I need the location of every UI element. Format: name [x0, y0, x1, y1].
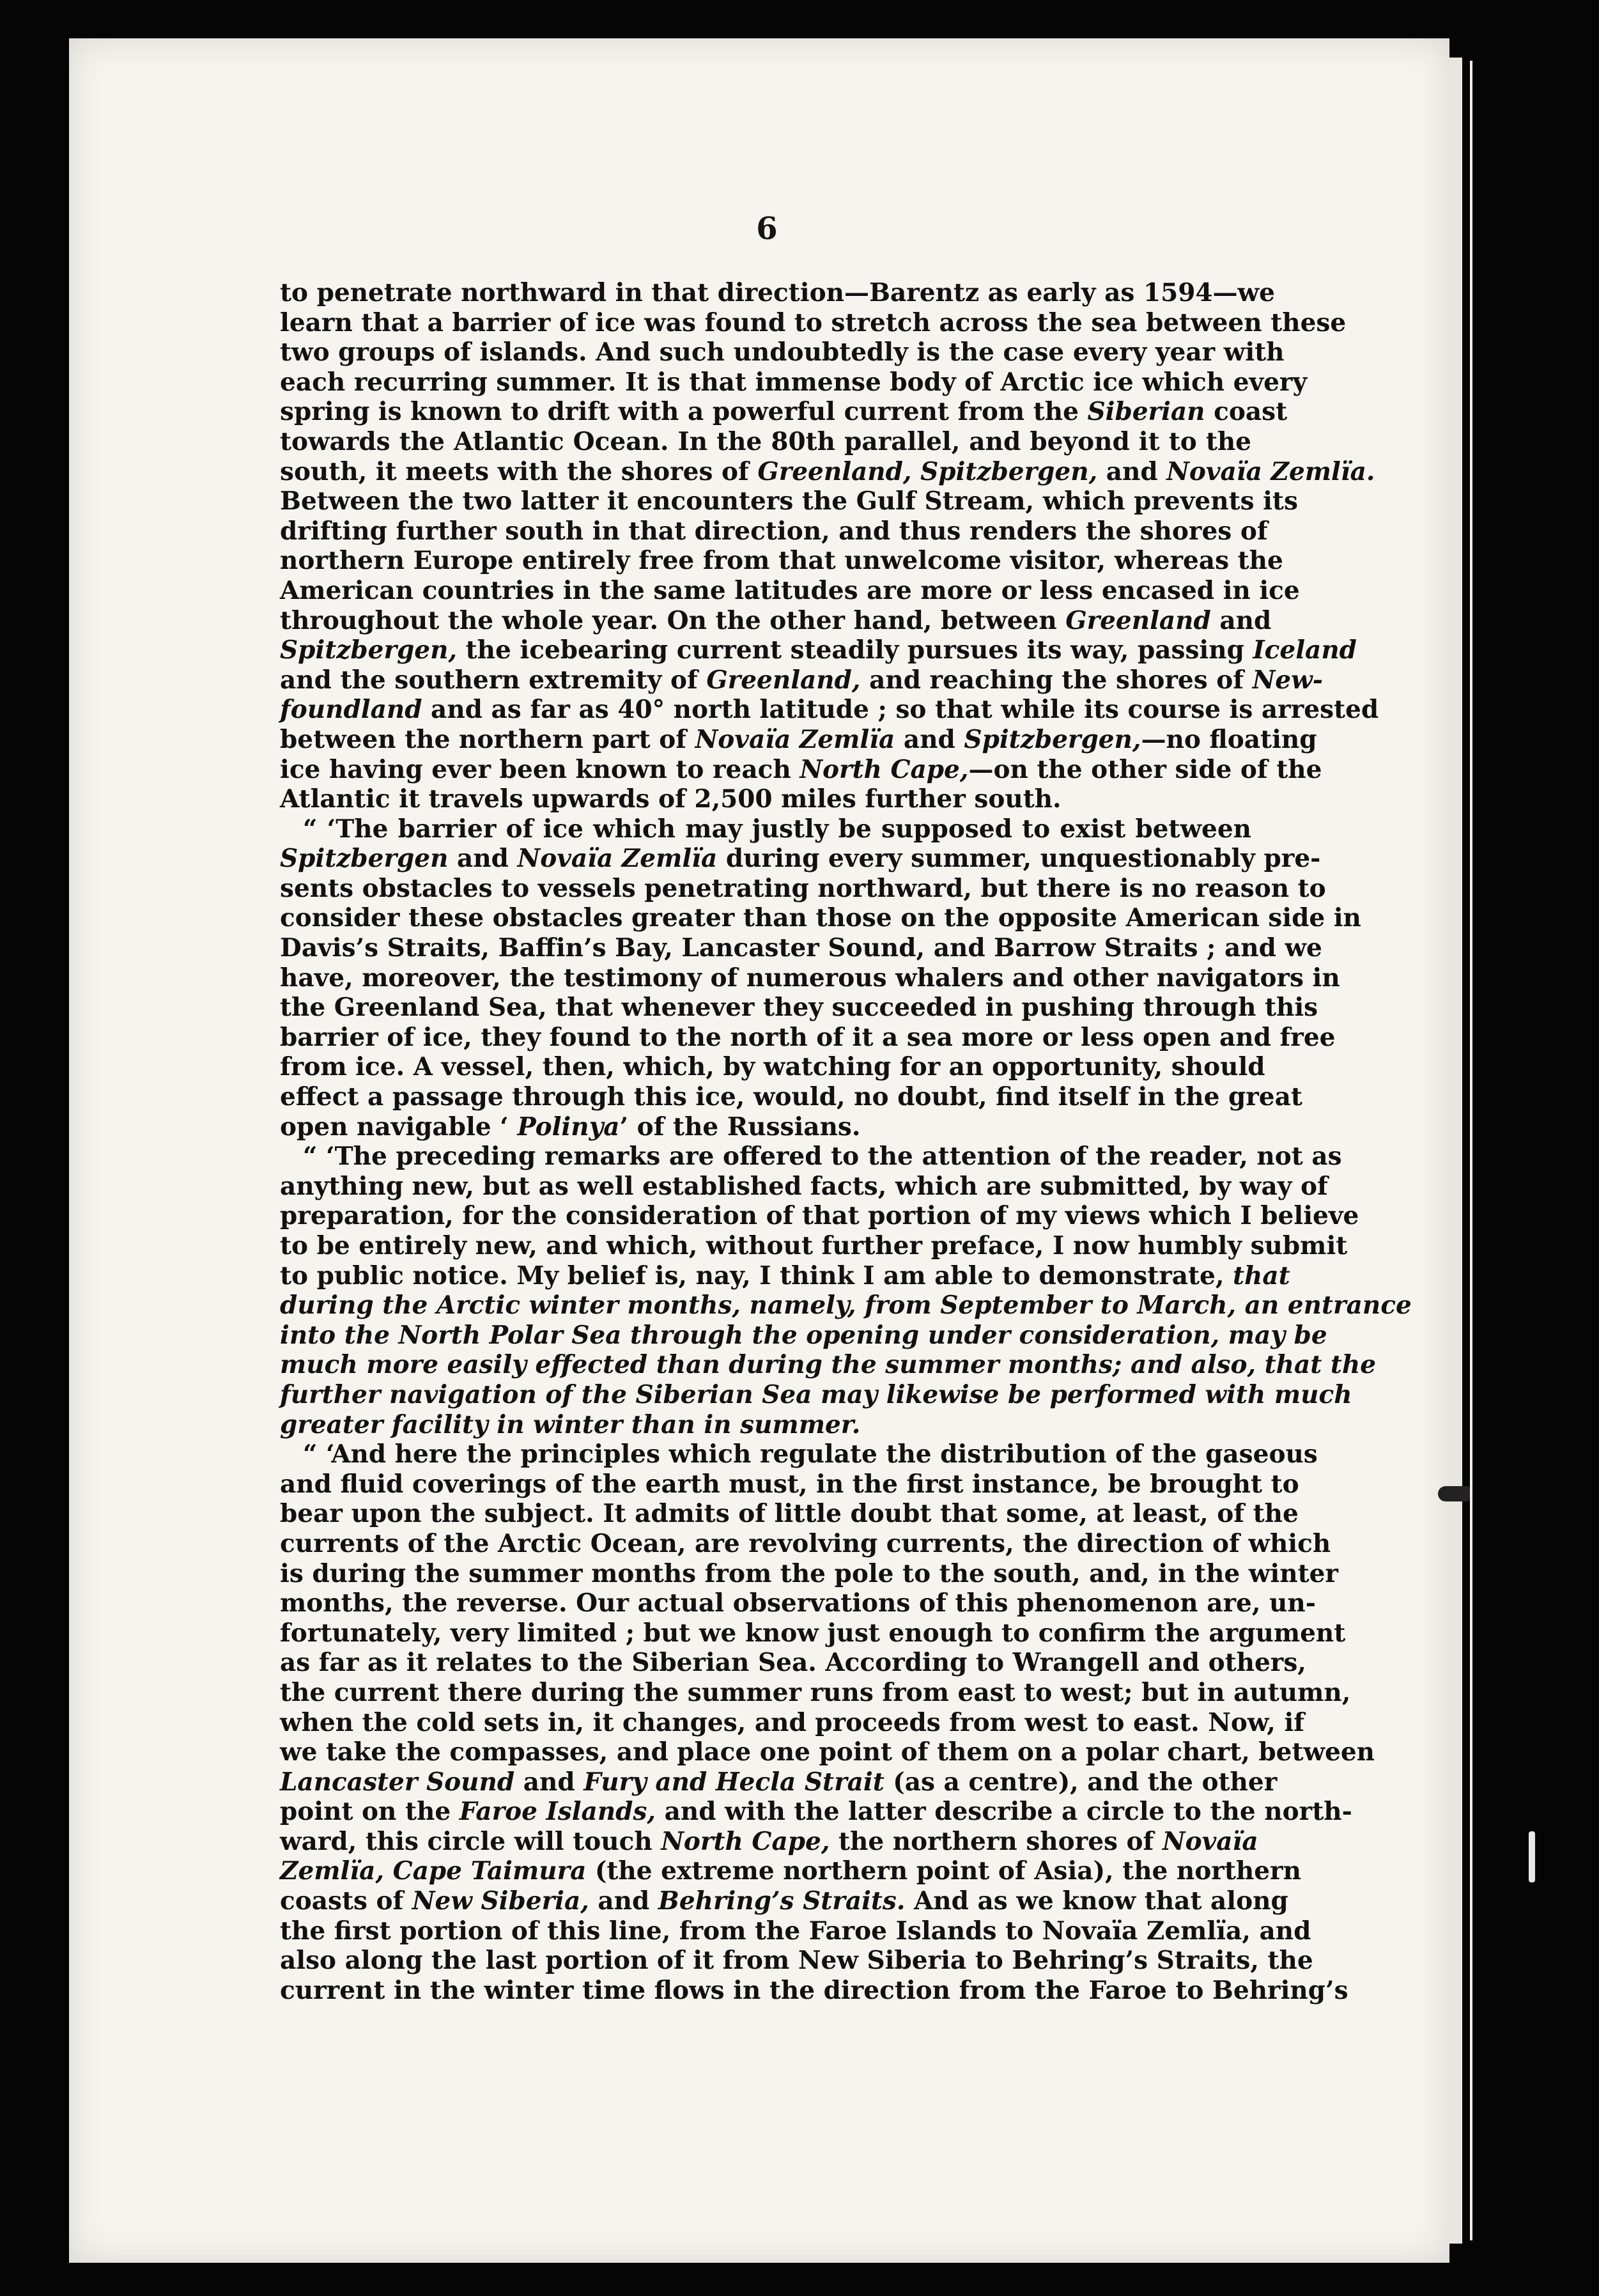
body-text — [280, 278, 1412, 2005]
italic-text: foundland — [280, 695, 422, 725]
text-segment: current in the winter time flows in the direction from the Faroe to Behring’s — [280, 1975, 1348, 2005]
text-line — [280, 1469, 1299, 1500]
text-segment: each recurring summer. It is that immense body of Arctic ice which every — [280, 367, 1308, 397]
text-segment: we take the compasses, and place one point of them on a polar chart, between — [280, 1737, 1375, 1767]
text-segment: Between the two latter it encounters the Gulf Stream, which prevents its — [280, 486, 1298, 516]
text-segment: ’ of the Russians. — [619, 1112, 861, 1142]
text-line — [280, 1916, 1311, 1946]
text-line — [280, 1677, 1351, 1708]
text-segment: the current there during the summer runs from east to west; but in autumn, — [280, 1677, 1351, 1707]
text-line — [280, 784, 1251, 814]
text-segment: coasts of — [280, 1886, 412, 1916]
text-line — [280, 1231, 1348, 1261]
text-line — [280, 307, 1347, 338]
text-line — [280, 1022, 1336, 1053]
text-line — [280, 1558, 1338, 1589]
italic-text: Fury and Hecla Strait — [583, 1767, 884, 1797]
text-line — [280, 337, 1285, 368]
italic-text: Iceland — [1253, 635, 1357, 665]
italic-text: Spitzbergen — [280, 844, 449, 874]
text-line — [280, 397, 1288, 427]
text-segment: to be entirely new, and which, without further preface, I now humbly submit — [280, 1231, 1348, 1260]
text-segment: and reaching the shores of — [860, 665, 1253, 695]
scan-speck — [1529, 1831, 1535, 1882]
italic-text: much more easily effected than during the summer months; and also, that the — [280, 1350, 1377, 1380]
text-line — [280, 1112, 1251, 1142]
text-segment: And as we know that along — [905, 1886, 1288, 1916]
italic-text: Polinya — [517, 1112, 620, 1142]
text-segment: Davis’s Straits, Baffin’s Bay, Lancaster Sound, and Barrow Straits ; and we — [280, 933, 1322, 963]
text-line — [280, 1946, 1313, 1976]
text-segment: consider these obstacles greater than those on the opposite American side in — [280, 903, 1361, 933]
text-segment: “ ‘The barrier of ice which may justly be supposed to exist between — [303, 814, 1251, 844]
text-line — [280, 1588, 1316, 1618]
margin-mark — [1438, 1486, 1470, 1501]
text-line — [280, 367, 1308, 398]
text-line — [280, 1350, 1377, 1380]
text-segment: is during the summer months from the pole to the south, and, in the winter — [280, 1558, 1338, 1588]
text-segment: ward, this circle will touch — [280, 1826, 661, 1856]
italic-text: Novaïa — [1162, 1826, 1258, 1856]
text-segment: point on the — [280, 1797, 460, 1827]
text-segment: sents obstacles to vessels penetrating northward, but there is no reason to — [280, 873, 1326, 903]
text-line — [280, 873, 1326, 904]
text-segment: throughout the whole year. On the other hand, between — [280, 605, 1066, 635]
text-segment: northern Europe entirely free from that unwelcome visitor, whereas the — [280, 546, 1283, 576]
italic-text: Novaïa Zemlïa — [517, 844, 718, 874]
italic-text: Faroe Islands, — [459, 1797, 656, 1827]
text-segment: and with the latter describe a circle to the north- — [656, 1797, 1352, 1827]
text-line — [280, 1707, 1305, 1738]
text-line — [280, 1856, 1301, 1886]
text-line — [280, 1648, 1306, 1678]
text-segment: anything new, but as well established facts, which are submitted, by way of — [280, 1171, 1328, 1201]
text-line — [280, 754, 1322, 785]
italic-text: Behring’s Straits. — [658, 1886, 906, 1916]
text-segment: and — [895, 724, 964, 754]
text-segment: towards the Atlantic Ocean. In the 80th parallel, and beyond it to the — [280, 426, 1251, 456]
text-line — [280, 695, 1379, 725]
italic-text: Spitzbergen, — [280, 635, 458, 665]
text-line — [280, 427, 1251, 457]
italic-text: North Cape, — [800, 754, 969, 784]
italic-text: Zemlïa, Cape Taimura — [280, 1856, 587, 1886]
text-line — [280, 814, 1251, 844]
italic-text: Lancaster Sound — [280, 1767, 515, 1797]
text-segment: “ ‘And here the principles which regulate the distribution of the gaseous — [303, 1439, 1318, 1470]
text-segment: and the southern extremity of — [280, 665, 707, 695]
text-segment: currents of the Arctic Ocean, are revolving currents, the direction of which — [280, 1528, 1331, 1558]
text-line — [280, 1439, 1318, 1470]
text-segment: have, moreover, the testimony of numerous whalers and other navigators in — [280, 963, 1340, 993]
text-line — [280, 1171, 1328, 1202]
text-line — [280, 1410, 1251, 1440]
text-segment: and — [448, 844, 518, 874]
text-segment: the icebearing current steadily pursues its way, passing — [457, 635, 1253, 665]
text-segment: from ice. A vessel, then, which, by watching for an opportunity, should — [280, 1052, 1265, 1082]
italic-text: into the North Polar Sea through the opening under consideration, may be — [280, 1320, 1327, 1350]
page-edge — [1449, 58, 1462, 2244]
page-number: 6 — [756, 211, 778, 247]
text-line — [280, 516, 1268, 547]
text-line — [280, 1826, 1258, 1857]
text-line — [280, 1201, 1359, 1231]
text-segment: and fluid coverings of the earth must, in the first instance, be brought to — [280, 1469, 1299, 1499]
italic-text: Greenland — [1065, 605, 1211, 635]
text-line — [280, 1291, 1412, 1321]
italic-text: Novaïa Zemlïa. — [1166, 456, 1375, 486]
text-line — [280, 1320, 1327, 1351]
text-segment: and as far as 40° north latitude ; so that while its course is arrested — [422, 695, 1379, 725]
text-segment: open navigable ‘ — [280, 1112, 518, 1142]
text-segment: months, the reverse. Our actual observations of this phenomenon are, un- — [280, 1588, 1316, 1618]
text-line — [280, 1379, 1352, 1410]
text-segment: drifting further south in that direction, and thus renders the shores of — [280, 516, 1268, 546]
text-line — [280, 993, 1318, 1023]
text-segment: —no floating — [1141, 724, 1317, 754]
text-line — [280, 1975, 1348, 2006]
text-line — [280, 1797, 1352, 1827]
text-line — [280, 1528, 1331, 1559]
italic-text: during the Arctic winter months, namely, from September to March, an entrance — [280, 1291, 1412, 1321]
text-segment: also along the last portion of it from New Siberia to Behring’s Straits, the — [280, 1946, 1313, 1976]
text-segment: barrier of ice, they found to the north of it a sea more or less open and free — [280, 1022, 1336, 1052]
text-line — [280, 665, 1323, 695]
text-segment: the first portion of this line, from the Faroe Islands to Novaïa Zemlïa, and — [280, 1916, 1311, 1946]
text-line — [280, 1082, 1302, 1112]
text-line — [280, 635, 1357, 665]
italic-text: New- — [1252, 665, 1323, 695]
text-segment: and — [514, 1767, 584, 1797]
text-segment: “ ‘The preceding remarks are offered to the attention of the reader, not as — [303, 1142, 1342, 1172]
text-segment: between the northern part of — [280, 724, 695, 754]
text-line — [280, 1886, 1288, 1916]
page-edge-line — [1470, 61, 1472, 2240]
italic-text: Novaïa Zemlïa — [695, 724, 895, 754]
italic-text: Spitzbergen, — [964, 724, 1141, 754]
text-line — [280, 1142, 1342, 1172]
text-segment: fortunately, very limited ; but we know just enough to confirm the argument — [280, 1618, 1346, 1648]
text-segment: and — [1210, 605, 1272, 635]
text-segment: preparation, for the consideration of that portion of my views which I believe — [280, 1201, 1359, 1231]
text-segment: as far as it relates to the Siberian Sea. According to Wrangell and others, — [280, 1648, 1306, 1678]
text-segment: (the extreme northern point of Asia), the northern — [586, 1856, 1301, 1886]
text-segment: —on the other side of the — [968, 754, 1322, 784]
text-segment: during every summer, unquestionably pre- — [717, 844, 1321, 874]
text-line — [280, 963, 1340, 993]
text-line — [280, 844, 1321, 874]
text-segment: learn that a barrier of ice was found to stretch across the sea between these — [280, 307, 1347, 337]
italic-text: North Cape, — [661, 1826, 830, 1856]
text-line — [280, 903, 1361, 933]
text-line — [280, 456, 1375, 487]
italic-text: further navigation of the Siberian Sea may likewise be performed with much — [280, 1379, 1352, 1409]
text-line — [280, 486, 1298, 516]
text-line — [280, 1618, 1346, 1648]
text-line — [280, 1499, 1299, 1529]
text-segment: coast — [1205, 397, 1288, 427]
italic-text: New Siberia, — [412, 1886, 589, 1916]
text-segment: the Greenland Sea, that whenever they succeeded in pushing through this — [280, 993, 1318, 1023]
text-line — [280, 1737, 1375, 1767]
text-line — [280, 546, 1283, 576]
text-segment: Atlantic it travels upwards of 2,500 miles further south. — [280, 784, 1062, 814]
text-segment: the northern shores of — [830, 1826, 1163, 1856]
text-line — [280, 575, 1300, 606]
text-segment: effect a passage through this ice, would, no doubt, find itself in the great — [280, 1082, 1302, 1112]
text-segment: ice having ever been known to reach — [280, 754, 800, 784]
text-line — [280, 724, 1317, 755]
text-segment: when the cold sets in, it changes, and proceeds from west to east. Now, if — [280, 1707, 1305, 1737]
text-segment: two groups of islands. And such undoubtedly is the case every year with — [280, 337, 1285, 368]
text-segment: south, it meets with the shores of — [280, 456, 758, 486]
text-segment: bear upon the subject. It admits of little doubt that some, at least, of the — [280, 1499, 1299, 1529]
italic-text: Greenland, Spitzbergen, — [757, 456, 1098, 486]
text-segment: to public notice. My belief is, nay, I think I am able to demonstrate, — [280, 1260, 1233, 1291]
text-segment: spring is known to drift with a powerful current from the — [280, 397, 1088, 427]
text-line — [280, 605, 1272, 636]
italic-text: Siberian — [1087, 397, 1205, 427]
text-segment: American countries in the same latitudes are more or less encased in ice — [280, 575, 1300, 605]
text-line — [280, 1052, 1265, 1082]
italic-text: Greenland, — [706, 665, 861, 695]
text-line — [280, 278, 1275, 308]
text-segment: (as a centre), and the other — [884, 1767, 1278, 1797]
text-line — [280, 933, 1322, 963]
italic-text: that — [1233, 1260, 1290, 1291]
text-line — [280, 1767, 1278, 1797]
text-segment: to penetrate northward in that direction—Barentz as early as 1594—we — [280, 278, 1275, 307]
italic-text: greater facility in winter than in summer. — [280, 1409, 861, 1439]
text-segment: and — [1097, 456, 1167, 486]
text-segment: and — [589, 1886, 658, 1916]
text-line — [280, 1260, 1290, 1291]
